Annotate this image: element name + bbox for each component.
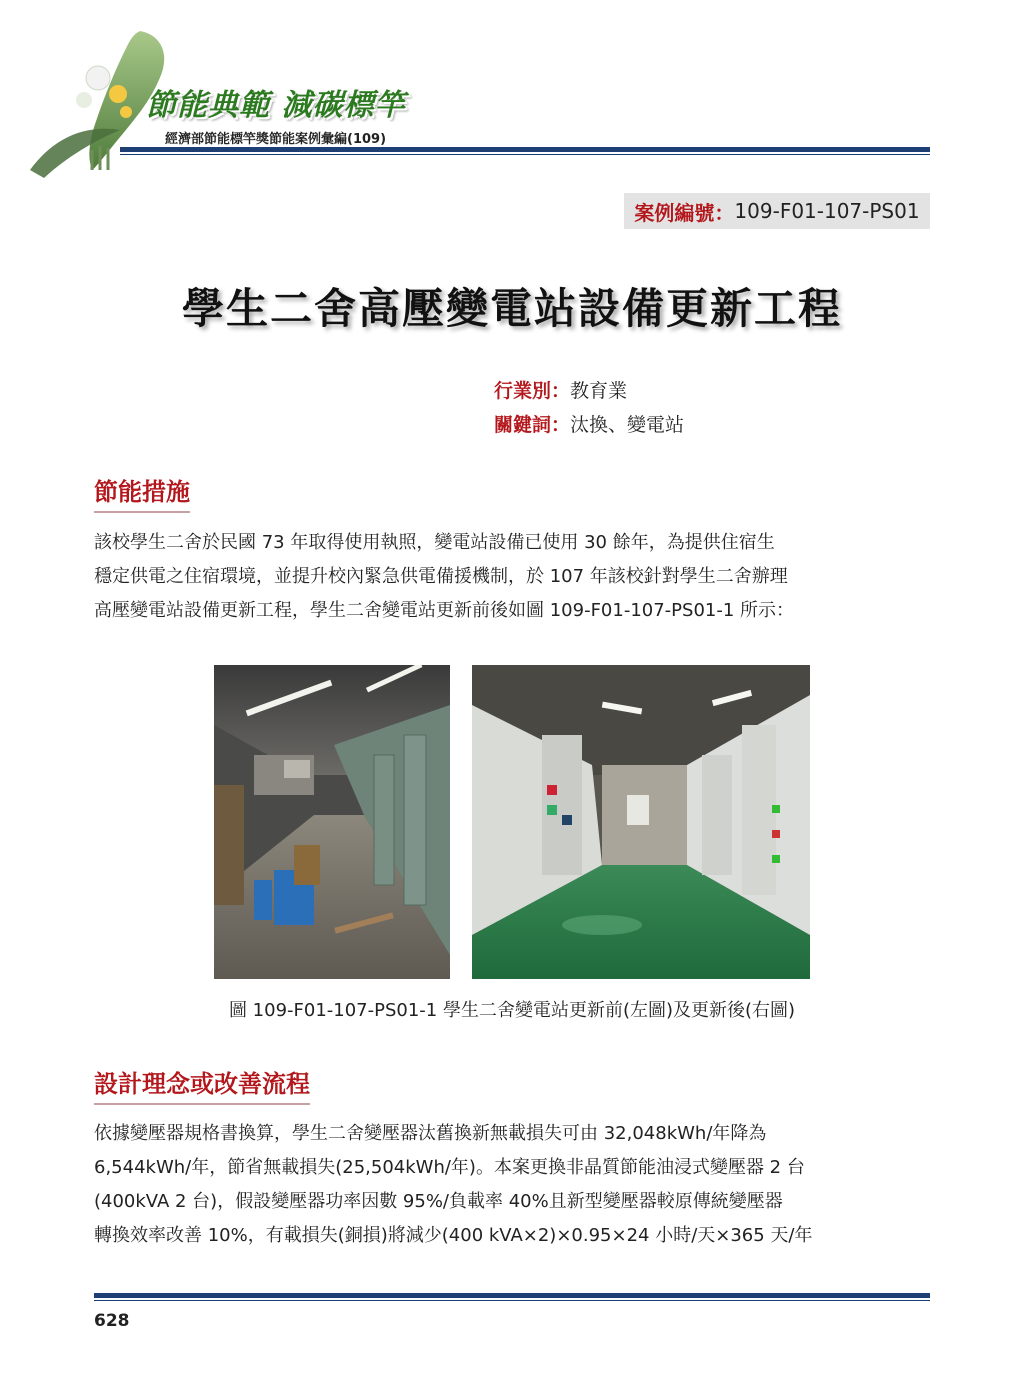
- industry-row: [494, 376, 627, 403]
- case-number-box: [624, 193, 930, 229]
- footer-rule-thin: [94, 1300, 930, 1301]
- header-title: 節能典範 減碳標竿: [146, 88, 406, 123]
- case-number-label: 案例編號：: [634, 200, 735, 225]
- keywords-value: 汰換、變電站: [570, 414, 685, 436]
- case-number-value: 109-F01-107-PS01: [734, 199, 920, 223]
- paragraph-line: 高壓變電站設備更新工程，學生二舍變電站更新前後如圖 109-F01-107-PS01-1 所示：: [94, 600, 795, 621]
- page-number: 628: [94, 1311, 130, 1331]
- industry-label: 行業別：: [494, 380, 571, 402]
- section-heading-energy-measures: 節能措施: [94, 472, 190, 513]
- paragraph-line: 穩定供電之住宿環境，並提升校內緊急供電備援機制，於 107 年該校針對學生二舍辦理: [94, 566, 788, 587]
- header-rule-thick: [120, 147, 930, 152]
- section-heading-design-process: 設計理念或改善流程: [94, 1064, 310, 1105]
- paragraph-line: 依據變壓器規格書換算，學生二舍變壓器汰舊換新無載損失可由 32,048kWh/年降為: [94, 1123, 767, 1144]
- header-rule-thin: [120, 154, 930, 155]
- paragraph-line: (400kVA 2 台)，假設變壓器功率因數 95%/負載率 40%且新型變壓器較原傳統變壓器: [94, 1191, 783, 1212]
- keywords-label: 關鍵詞：: [494, 414, 571, 436]
- industry-value: 教育業: [570, 380, 628, 402]
- figure-caption: 圖 109-F01-107-PS01-1 學生二舍變電站更新前(左圖)及更新後(右圖): [228, 1000, 796, 1021]
- paragraph-line: 6,544kWh/年，節省無載損失(25,504kWh/年)。本案更換非晶質節能油浸式變壓器 2 台: [94, 1157, 805, 1178]
- footer-rule-thick: [94, 1293, 930, 1298]
- photo-after-renovation: [472, 665, 810, 979]
- paragraph-line: 該校學生二舍於民國 73 年取得使用執照，變電站設備已使用 30 餘年，為提供住宿生: [94, 532, 775, 553]
- header-subtitle: 經濟部節能標竿獎節能案例彙編(109): [165, 132, 387, 147]
- section2-paragraph: [94, 1117, 930, 1253]
- page-title: 學生二舍高壓變電站設備更新工程: [181, 284, 842, 333]
- keywords-row: [494, 410, 684, 437]
- photo-before-renovation: [214, 665, 450, 979]
- paragraph-line: 轉換效率改善 10%，有載損失(銅損)將減少(400 kVA×2)×0.95×24 小時/天×365 天/年: [94, 1225, 813, 1246]
- section1-paragraph: [94, 526, 930, 628]
